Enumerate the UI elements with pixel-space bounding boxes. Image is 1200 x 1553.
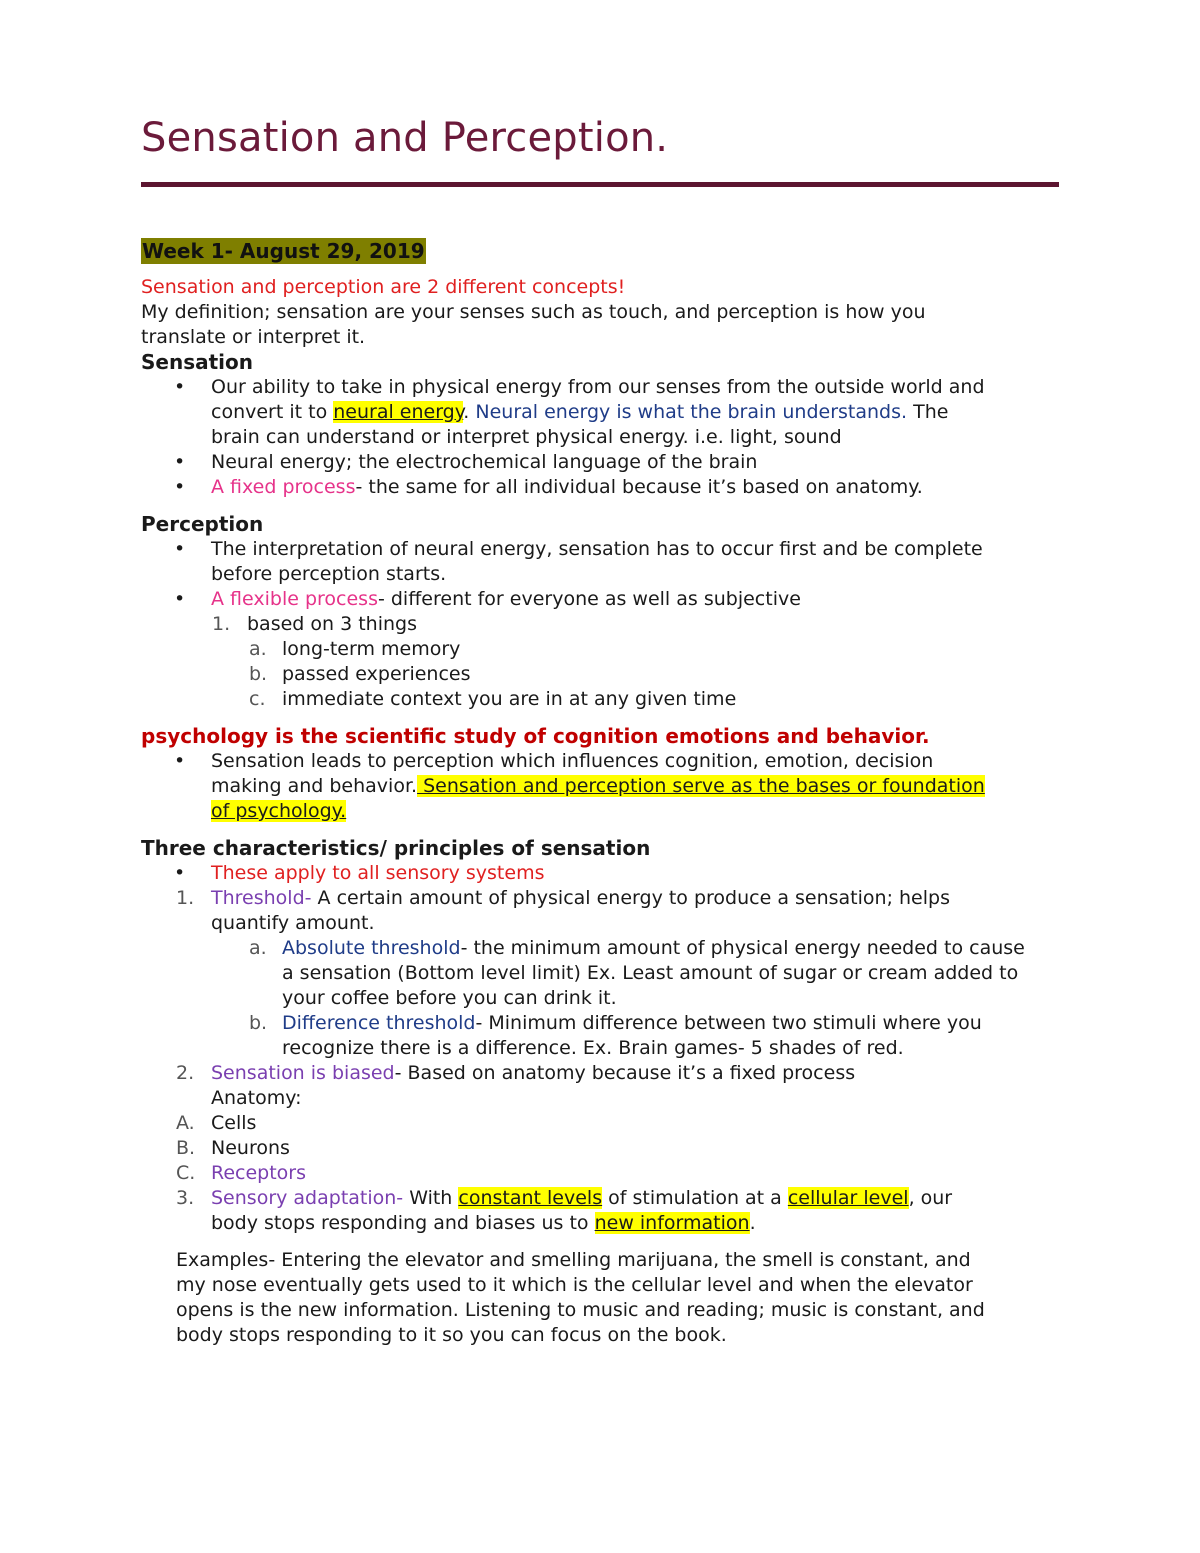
psychology-heading: psychology is the scientific study of cognition emotions and behavior. — [141, 724, 930, 748]
principles-list — [141, 861, 1059, 1236]
perception-bullet-2: • A flexible process- different for everyone as well as subjective — [141, 587, 1059, 612]
sensation-heading: Sensation — [141, 350, 254, 374]
psychology-bullets — [141, 749, 1059, 824]
perception-sub-a: a. long-term memory — [249, 638, 461, 660]
highlight-foundation: Sensation and perception serve as the bases or foundation — [417, 775, 985, 797]
perception-bullet-1: • The interpretation of neural energy, sensation has to occur first and be complete before perception starts. — [141, 537, 1059, 587]
principle-3: 3. Sensory adaptation- With constant levels of stimulation at a cellular level, our body stops responding and biases us to new information. — [176, 1187, 953, 1234]
perception-bullets — [141, 537, 1059, 712]
perception-sub-c: c. immediate context you are in at any given time — [249, 688, 737, 710]
anatomy-item-b: B. Neurons — [176, 1137, 290, 1159]
principle-1: 1. Threshold- A certain amount of physical energy to produce a sensation; helps quantify amount. — [176, 887, 950, 934]
principles-heading: Three characteristics/ principles of sensation — [141, 836, 651, 860]
highlight-constant-levels: constant levels — [458, 1187, 603, 1209]
anatomy-item-a: A. Cells — [176, 1112, 257, 1134]
document-body — [141, 275, 1059, 1348]
sensation-bullet-2: • Neural energy; the electrochemical language of the brain — [141, 450, 1059, 475]
principle-2: 2. Sensation is biased- Based on anatomy because it’s a fixed process Anatomy: — [176, 1062, 856, 1109]
highlight-cellular-level: cellular level — [787, 1187, 909, 1209]
principle-1a: a. Absolute threshold- the minimum amount of physical energy needed to cause a sensation (Bottom level limit) Ex. Least amount of sugar or cream added to your coffee before you can drink it. — [249, 937, 1025, 1009]
sensation-bullet-3: • A fixed process- the same for all individual because it’s based on anatomy. — [141, 475, 1059, 500]
perception-heading: Perception — [141, 512, 264, 536]
perception-numbered-1: 1. based on 3 things — [212, 613, 417, 635]
highlight-new-information: new information — [594, 1212, 750, 1234]
anatomy-item-c: C. Receptors — [176, 1162, 307, 1184]
intro-headline: Sensation and perception are 2 different concepts! — [141, 276, 626, 298]
psychology-bullet-1: • Sensation leads to perception which influences cognition, emotion, decision making and behavior. Sensation and perception serve as the bases or foundation of psychology. — [141, 749, 1059, 824]
week-heading: Week 1- August 29, 2019 — [142, 239, 425, 263]
highlight-neural-energy: neural energy — [333, 401, 464, 423]
intro-definition-line-2: translate or interpret it. — [141, 326, 366, 348]
sensation-bullets — [141, 375, 1059, 500]
sensation-bullet-1: • Our ability to take in physical energy from our senses from the outside world and convert it to neural energy. Neural energy is what the brain understands. The brain can understand or interpret physical energy. i.e. light, sound — [141, 375, 1059, 450]
page-title: Sensation and Perception. — [141, 115, 669, 161]
title-divider — [141, 182, 1059, 187]
intro-definition-line-1: My definition; sensation are your senses such as touch, and perception is how you — [141, 301, 926, 323]
principles-bullet-1: • These apply to all sensory systems — [141, 861, 1059, 886]
highlight-of-psychology: of psychology. — [211, 800, 347, 822]
perception-sub-b: b. passed experiences — [249, 663, 471, 685]
examples-paragraph: Examples- Entering the elevator and smelling marijuana, the smell is constant, and my nose eventually gets used to it which is the cellular level and when the elevator opens is the new information. Listening to music and reading; music is constant, and body stops responding to it so you can focus on the book. — [176, 1249, 985, 1346]
principle-1b: b. Difference threshold- Minimum difference between two stimuli where you recognize there is a difference. Ex. Brain games- 5 shades of red. — [249, 1012, 982, 1059]
